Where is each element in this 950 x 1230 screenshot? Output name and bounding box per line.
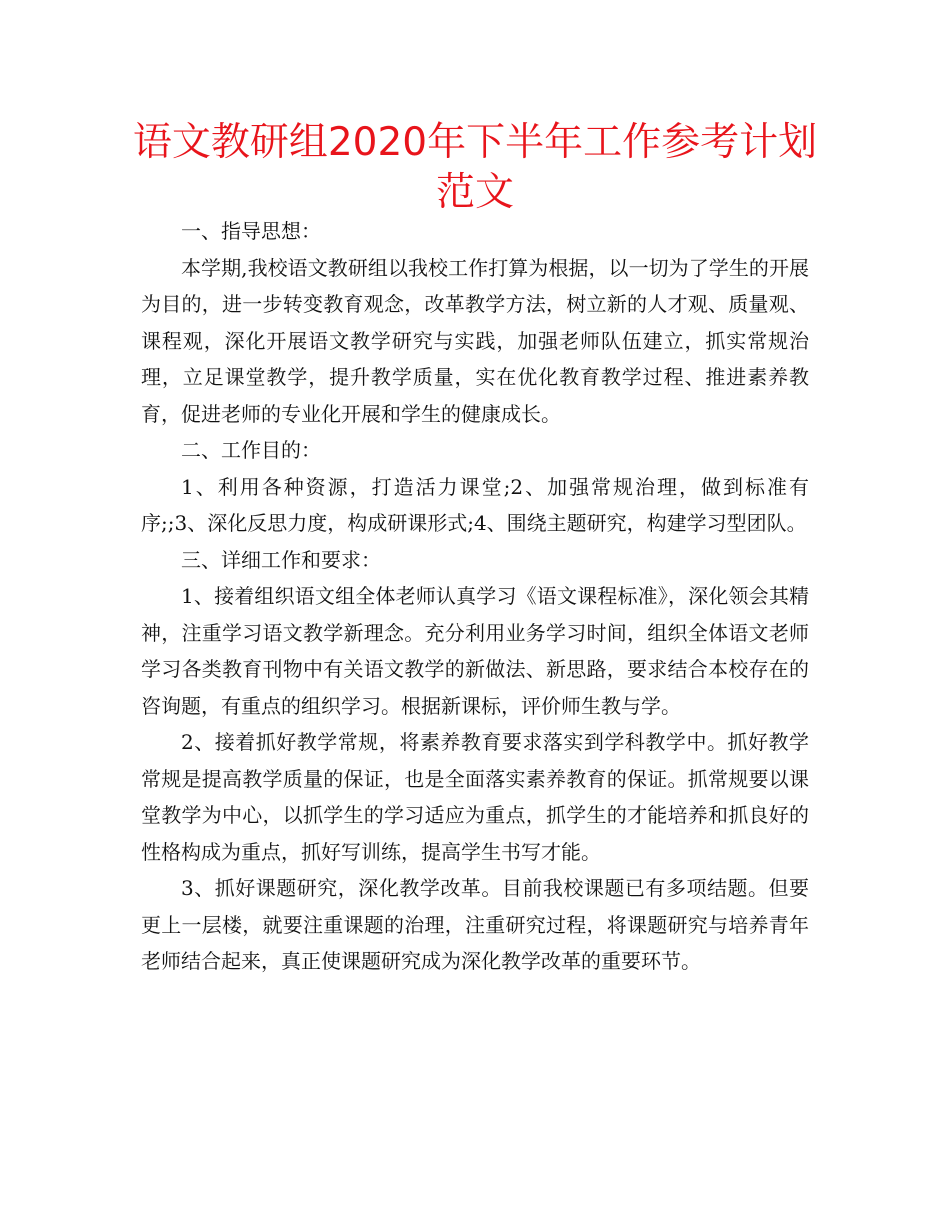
document-title: 语文教研组2020年下半年工作参考计划范文 [132,120,818,215]
paragraph-work-goals: 1、利用各种资源，打造活力课堂;2、加强常规治理，做到标准有序;;3、深化反思力度，构成研课形式;4、围绕主题研究，构建学习型团队。 [141,474,809,535]
paragraph-guiding-ideology: 本学期,我校语文教研组以我校工作打算为根据，以一切为了学生的开展为目的，进一步转变教育观念，改革教学方法，树立新的人才观、质量观、课程观，深化开展语文教学研究与实践，加强老师队伍建立，抓实常规治理，立足课堂教学，提升教学质量，实在优化教育教学过程、推进素养教育，促进老师的专业化开展和学生的健康成长。 [141,255,809,426]
document-body [141,213,809,980]
section-heading-detailed-work: 三、详细工作和要求： [181,547,381,572]
paragraph-detailed-work-1: 1、接着组织语文组全体老师认真学习《语文课程标准》，深化领会其精神，注重学习语文教学新理念。充分利用业务学习时间，组织全体语文老师学习各类教育刊物中有关语文教学的新做法、新思路，要求结合本校存在的咨询题，有重点的组织学习。根据新课标，评价师生教与学。 [141,584,809,718]
paragraph-detailed-work-2: 2、接着抓好教学常规，将素养教育要求落实到学科教学中。抓好教学常规是提高教学质量的保证，也是全面落实素养教育的保证。抓常规要以课堂教学为中心，以抓学生的学习适应为重点，抓学生的才能培养和抓良好的性格构成为重点，抓好写训练，提高学生书写才能。 [141,730,809,864]
paragraph-detailed-work-3: 3、抓好课题研究，深化教学改革。目前我校课题已有多项结题。但要更上一层楼，就要注重课题的治理，注重研究过程，将课题研究与培养青年老师结合起来，真正使课题研究成为深化教学改革的重要环节。 [141,876,809,973]
section-heading-work-goals: 二、工作目的： [181,438,321,462]
section-heading-guiding-ideology: 一、指导思想： [181,219,321,243]
